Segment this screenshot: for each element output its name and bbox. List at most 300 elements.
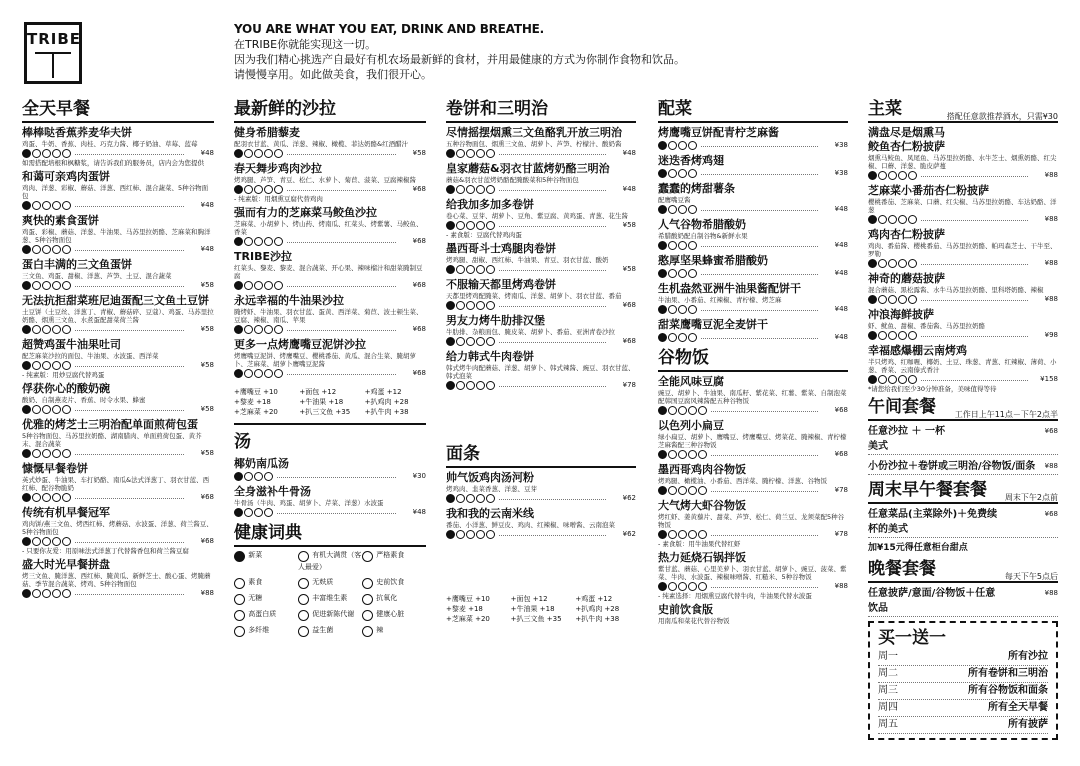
item-name: 给我加多加多卷饼 — [446, 198, 534, 211]
diet-icon — [52, 589, 61, 598]
diet-icon — [658, 486, 667, 495]
logo-text: TRIBE — [27, 30, 82, 48]
diet-icon — [898, 259, 907, 268]
item-desc: 芝麻菜、小胡萝卜、烤山药、烤南瓜、红菜头、烤紫薯、马鲛鱼、香菜 — [234, 220, 423, 236]
item-price: ¥38 — [834, 169, 848, 177]
diet-icon — [658, 450, 667, 459]
intro-line-3: 请慢慢享用。如此做美食，我们很开心。 — [234, 68, 432, 81]
item-price: ¥48 — [834, 205, 848, 213]
dinner-note: 每天下午5点后 — [1004, 572, 1058, 581]
item-footer — [234, 368, 426, 379]
diet-icon — [234, 508, 243, 517]
diet-icon — [456, 265, 465, 274]
diet-icon — [466, 494, 475, 503]
diet-icon — [678, 582, 687, 591]
item-footer — [658, 204, 848, 215]
soup-list — [234, 457, 426, 518]
diet-icon — [878, 295, 887, 304]
combo-line — [868, 424, 1058, 455]
item-note: *请您给我们至少30分钟准备，美味值得等待 — [868, 385, 997, 393]
diet-icons — [22, 492, 74, 502]
menu-item — [22, 170, 214, 211]
item-footer — [446, 493, 636, 504]
item-desc: 土豆饼（土豆丝、洋葱丁、青椒、蘑菇碎、豆蔻）、鸡蛋、马苏里拉奶酪、烟熏三文鱼、水煮蛋配甜菜荷兰酱 — [22, 308, 214, 324]
diet-icon — [476, 337, 485, 346]
diet-icon — [668, 241, 677, 250]
diet-icon — [476, 185, 485, 194]
diet-icon — [446, 221, 455, 230]
item-desc: 腌烤虾、牛油果、羽衣甘蓝、蛋黄、西洋菜、菊苣、波士顿生菜、豆腐、辣椒、南瓜、苹果 — [234, 308, 423, 324]
item-note: - 纯素选择：用烟熏豆腐代替牛肉，牛油果代替水波蛋 — [658, 592, 812, 600]
item-price: ¥68 — [834, 450, 848, 458]
item-price: ¥68 — [622, 301, 636, 309]
logo-stem — [52, 52, 54, 78]
diet-icon — [476, 381, 485, 390]
legend-entry — [234, 593, 298, 605]
item-name: 慷慨早餐卷饼 — [22, 462, 88, 475]
diet-icon — [898, 331, 907, 340]
item-price: ¥58 — [412, 149, 426, 157]
brunch-rows — [868, 507, 1058, 538]
diet-icon — [52, 149, 61, 158]
section-title: 配菜 — [658, 98, 848, 123]
diet-icon — [254, 325, 263, 334]
item-price: ¥88 — [834, 582, 848, 590]
item-footer — [22, 200, 214, 211]
diet-icon — [658, 241, 667, 250]
menu-item — [234, 338, 426, 379]
menu-item — [22, 338, 214, 379]
addon-option: +黎麦 +18 — [446, 605, 483, 613]
addon-option: +芝麻菜 +20 — [234, 408, 278, 416]
item-footer — [22, 324, 214, 335]
menu-item — [22, 558, 214, 599]
item-name: 无法抗拒甜菜班尼迪蛋配三文鱼土豆饼 — [22, 294, 209, 307]
diet-icon — [868, 375, 877, 384]
diet-icon — [274, 369, 283, 378]
item-price: ¥88 — [200, 589, 214, 597]
diet-icon — [678, 241, 687, 250]
menu-item — [22, 258, 214, 291]
item-price: ¥158 — [1040, 375, 1058, 383]
legend-entry — [298, 550, 362, 573]
item-footer — [446, 300, 636, 311]
diet-icons — [446, 300, 498, 310]
diet-icon — [42, 325, 51, 334]
diet-icon — [486, 530, 495, 539]
addon-option: +牛油果 +18 — [299, 398, 344, 406]
legend-entry — [362, 577, 426, 589]
menu-item — [868, 126, 1058, 181]
item-footer — [658, 405, 848, 416]
item-desc: 鸡蛋、彩椒、蘑菇、洋葱、牛油果、马苏里拉奶酪、芝麻菜和胸洋葱、5种谷物面包 — [22, 228, 211, 244]
diet-icon — [244, 369, 253, 378]
item-footer — [22, 244, 214, 255]
bogo-deal: 所有谷物饭和面条 — [968, 685, 1048, 696]
diet-icon — [22, 537, 31, 546]
diet-icon — [658, 205, 667, 214]
item-price: ¥58 — [622, 265, 636, 273]
diet-icon — [466, 530, 475, 539]
item-price: ¥48 — [834, 241, 848, 249]
diet-icon — [668, 406, 677, 415]
legend-icon — [362, 626, 373, 637]
combo-price: ¥88 — [1044, 589, 1058, 597]
menu-item — [234, 250, 426, 291]
combo-row — [868, 424, 1058, 455]
item-footer — [22, 280, 214, 291]
diet-icon — [698, 406, 707, 415]
diet-icons — [658, 332, 700, 342]
diet-icon — [22, 361, 31, 370]
diet-icon — [244, 508, 253, 517]
item-name: 更多一点烤鹰嘴豆泥饼沙拉 — [234, 338, 366, 351]
diet-icon — [32, 449, 41, 458]
item-name: 烤鹰嘴豆饼配青柠芝麻酱 — [658, 126, 779, 139]
menu-item — [658, 375, 848, 416]
legend-icon — [234, 551, 245, 562]
diet-icons — [446, 220, 498, 230]
diet-icon — [42, 589, 51, 598]
section-title — [868, 98, 1058, 123]
item-name: 盛大时光早餐拼盘 — [22, 558, 110, 571]
brunch-note: 周末下午2点前 — [1004, 493, 1058, 502]
menu-item — [658, 499, 848, 548]
item-footer — [658, 485, 848, 496]
item-name: 蛋白丰满的三文鱼蛋饼 — [22, 258, 132, 271]
legend-label: 健康心脏 — [376, 610, 405, 618]
item-name: 优雅的烤芝士三明治配单面煎荷包蛋 — [22, 418, 198, 431]
diet-icon — [668, 205, 677, 214]
diet-icons — [868, 214, 920, 224]
item-price: ¥88 — [1044, 295, 1058, 303]
item-footer — [658, 304, 848, 315]
lunch-rows — [868, 424, 1058, 475]
diet-icon — [446, 494, 455, 503]
diet-icon — [658, 141, 667, 150]
legend-entry — [298, 625, 362, 637]
item-footer — [868, 258, 1058, 269]
diet-icon — [234, 237, 243, 246]
addon-option: +鸡蛋 +12 — [575, 595, 613, 603]
addon-option: +扒牛肉 +38 — [364, 408, 409, 416]
item-price: ¥48 — [200, 245, 214, 253]
diet-icon — [688, 169, 697, 178]
diet-icon — [62, 245, 71, 254]
item-desc: 鸡蛋、牛奶、香蕉、肉桂、巧克力酱、椰子奶油、草莓、蓝莓 — [22, 140, 198, 148]
bogo-row — [878, 717, 1048, 734]
item-price: ¥68 — [412, 369, 426, 377]
diet-icons — [868, 330, 920, 340]
diet-icons — [22, 280, 74, 290]
item-price: ¥58 — [200, 361, 214, 369]
diet-icon — [32, 325, 41, 334]
item-desc: 牛骨汤（牛肉、鸡蛋、胡萝卜、芹菜、洋葱）水波蛋 — [234, 499, 384, 507]
diet-icon — [446, 381, 455, 390]
item-desc: 卷心菜、豆芽、胡萝卜、豆角、紫豆腐、黄鸡蛋、青葱、花生酱 — [446, 212, 628, 220]
item-desc: 豌豆、胡萝卜、牛油果、南瓜籽、紫花菜、红薯、紫菜、自制泡菜配韩国豆腐风辣酱配五种谷物饭 — [658, 389, 847, 405]
legend-entry — [234, 577, 298, 589]
item-footer — [234, 507, 426, 518]
item-name: 春天舞步鸡肉沙拉 — [234, 162, 322, 175]
item-name: 全能风味豆腐 — [658, 375, 724, 388]
diet-icon — [234, 369, 243, 378]
breakfast-list — [22, 126, 214, 599]
diet-icon — [244, 472, 253, 481]
item-desc: 希腊酸奶配自制谷物&新鲜水果 — [658, 232, 748, 240]
diet-icon — [42, 201, 51, 210]
item-price: ¥48 — [200, 201, 214, 209]
item-desc: 韩式烤牛肉配蘑菇、洋葱、胡萝卜、韩式辣酱、豌豆、羽衣甘蓝、韩式泡菜 — [446, 364, 635, 380]
addon-option: +扒鸡肉 +28 — [575, 605, 620, 613]
diet-icons — [658, 168, 700, 178]
bogo-row — [878, 649, 1048, 666]
lunch-title — [868, 396, 1058, 421]
diet-icon — [908, 215, 917, 224]
item-desc: 鸡肉、洋葱、彩椒、蘑菇、洋葱、西红柿、混合蔬菜、5种谷物面包 — [22, 184, 209, 200]
diet-icon — [32, 201, 41, 210]
item-price: ¥68 — [412, 185, 426, 193]
combo-label: 小份沙拉＋卷饼或三明治/谷物饭/面条 — [868, 461, 1036, 472]
item-name: 冲浪海鲜披萨 — [868, 308, 934, 321]
diet-icon — [908, 171, 917, 180]
menu-item — [446, 471, 636, 504]
column-mains — [868, 98, 1058, 758]
diet-icon — [52, 449, 61, 458]
diet-icons — [234, 324, 286, 334]
diet-icon — [274, 325, 283, 334]
diet-icon — [698, 530, 707, 539]
item-name: 传统有机早餐冠军 — [22, 506, 110, 519]
diet-icons — [22, 448, 74, 458]
legend-icon — [362, 551, 373, 562]
menu-item — [446, 314, 636, 347]
diet-icon — [678, 305, 687, 314]
diet-icon — [868, 215, 877, 224]
item-note: - 素食版：豆腐代替鸡肉蛋 — [446, 231, 522, 239]
bogo-day: 周五 — [878, 719, 898, 730]
diet-icon — [244, 185, 253, 194]
diet-icon — [688, 269, 697, 278]
item-name: 满盘尽是烟熏马鲛鱼杏仁粉披萨 — [868, 126, 945, 153]
diet-icon — [878, 215, 887, 224]
item-name: 墨西哥鸡肉谷物饭 — [658, 463, 746, 476]
diet-icon — [466, 381, 475, 390]
column-salads — [234, 98, 426, 758]
item-price: ¥48 — [834, 333, 848, 341]
diet-icon — [668, 141, 677, 150]
item-footer — [658, 332, 848, 343]
section-title: 面条 — [446, 443, 636, 468]
diet-icon — [32, 281, 41, 290]
menu-item — [446, 242, 636, 275]
diet-icon — [52, 201, 61, 210]
diet-icon — [678, 530, 687, 539]
diet-icon — [264, 237, 273, 246]
item-desc: 牛肋排、杂粮面包、腌皮菜、胡萝卜、番茄、亚洲青卷沙拉 — [446, 328, 615, 336]
diet-icons — [446, 184, 498, 194]
legend-icon — [298, 594, 309, 605]
diet-icons — [234, 236, 286, 246]
legend-icon — [298, 626, 309, 637]
diet-icon — [658, 333, 667, 342]
diet-icons — [658, 304, 700, 314]
item-price: ¥48 — [200, 149, 214, 157]
diet-icon — [62, 149, 71, 158]
bogo-deal: 所有全天早餐 — [988, 702, 1048, 713]
diet-icon — [688, 333, 697, 342]
diet-icon — [476, 265, 485, 274]
tribe-logo — [24, 22, 82, 84]
diet-icon — [456, 337, 465, 346]
item-price: ¥78 — [834, 530, 848, 538]
bogo-day: 周三 — [878, 685, 898, 696]
menu-item — [658, 463, 848, 496]
item-desc: 用南瓜和菜花代替谷物饭 — [658, 617, 730, 625]
diet-icon — [878, 259, 887, 268]
section-title: 卷饼和三明治 — [446, 98, 636, 123]
bogo-deal: 所有披萨 — [1008, 719, 1048, 730]
diet-icon — [698, 582, 707, 591]
diet-icon — [52, 537, 61, 546]
diet-icon — [52, 405, 61, 414]
menu-item — [22, 214, 214, 255]
diet-icon — [22, 493, 31, 502]
bogo-title: 买一送一 — [878, 628, 946, 648]
bogo-day: 周二 — [878, 668, 898, 679]
item-price: ¥78 — [834, 486, 848, 494]
item-footer — [446, 220, 636, 231]
item-footer — [234, 236, 426, 247]
diet-icon — [888, 375, 897, 384]
diet-icons — [658, 581, 710, 591]
item-desc: 虾、鱿鱼、甜椒、番茄酱、马苏里拉奶酪 — [868, 322, 985, 330]
diet-icons — [658, 405, 710, 415]
item-footer — [868, 330, 1058, 341]
item-price: ¥48 — [834, 305, 848, 313]
item-footer — [868, 294, 1058, 305]
diet-icon — [22, 589, 31, 598]
diet-icons — [234, 507, 276, 517]
diet-icon — [658, 406, 667, 415]
diet-icon — [244, 325, 253, 334]
diet-icon — [234, 472, 243, 481]
item-footer — [234, 471, 426, 482]
diet-icon — [42, 361, 51, 370]
addon-option: +牛油果 +18 — [510, 605, 555, 613]
item-price: ¥78 — [622, 381, 636, 389]
section-title: 全天早餐 — [22, 98, 214, 123]
diet-icon — [658, 169, 667, 178]
diet-icon — [486, 494, 495, 503]
diet-icon — [908, 331, 917, 340]
diet-icon — [658, 305, 667, 314]
diet-icon — [486, 185, 495, 194]
diet-icon — [688, 530, 697, 539]
diet-icon — [688, 241, 697, 250]
diet-icon — [42, 405, 51, 414]
diet-icon — [62, 201, 71, 210]
item-desc: 五种谷物面包、烟熏三文鱼、胡萝卜、芦笋、柠檬汁、酸奶酱 — [446, 140, 622, 148]
side-list — [658, 126, 848, 343]
diet-icon — [456, 185, 465, 194]
menu-item — [22, 506, 214, 555]
diet-icon — [466, 185, 475, 194]
diet-icon — [42, 245, 51, 254]
diet-icon — [898, 295, 907, 304]
diet-icon — [32, 405, 41, 414]
diet-icon — [234, 149, 243, 158]
item-footer — [22, 536, 214, 547]
item-price: ¥68 — [200, 493, 214, 501]
diet-icon — [446, 301, 455, 310]
legend-entry — [362, 550, 426, 573]
diet-icon — [446, 185, 455, 194]
diet-icon — [254, 281, 263, 290]
menu-item — [22, 294, 214, 335]
item-footer — [22, 404, 214, 415]
diet-icon — [22, 245, 31, 254]
diet-icon — [62, 361, 71, 370]
menu-item — [446, 278, 636, 311]
bogo-box — [868, 621, 1058, 740]
diet-icon — [486, 221, 495, 230]
menu-item — [446, 198, 636, 239]
item-name: 椰奶南瓜汤 — [234, 457, 289, 470]
addon-option: +扒牛肉 +38 — [575, 615, 620, 623]
menu-item — [22, 462, 214, 503]
wrap-list — [446, 126, 636, 391]
item-name: 尽情摇摆烟熏三文鱼酪乳开放三明治 — [446, 126, 622, 139]
diet-icon — [888, 215, 897, 224]
combo-label: 任意菜品(主菜除外)＋免费续杯的美式 — [868, 509, 998, 535]
item-name: 超赞鸡蛋牛油果吐司 — [22, 338, 121, 351]
diet-icons — [658, 140, 700, 150]
menu-item — [658, 126, 848, 151]
menu-item — [868, 184, 1058, 225]
item-footer — [658, 449, 848, 460]
diet-icon — [898, 171, 907, 180]
item-desc: 蘑菇&羽衣甘蓝烤奶酪配腌酸菜和5种谷物面包 — [446, 176, 579, 184]
item-price: ¥48 — [622, 149, 636, 157]
menu-item — [868, 228, 1058, 269]
diet-icon — [62, 493, 71, 502]
addon-option: +鸡蛋 +12 — [364, 388, 402, 396]
legend-entry — [298, 609, 362, 621]
combo-row — [868, 507, 1058, 538]
combo-line — [868, 586, 1058, 617]
item-desc: 天都里烤鸡配腌菜、烤南瓜、洋葱、胡萝卜、羽衣甘蓝、番茄 — [446, 292, 622, 300]
legend-icon — [298, 578, 309, 589]
diet-icon — [264, 281, 273, 290]
diet-icon — [456, 149, 465, 158]
item-footer — [234, 148, 426, 159]
diet-icon — [678, 169, 687, 178]
item-name: TRIBE沙拉 — [234, 250, 292, 263]
item-footer — [868, 170, 1058, 181]
diet-icon — [62, 449, 71, 458]
item-name: 大气烤大虾谷物饭 — [658, 499, 746, 512]
menu-item — [658, 318, 848, 343]
diet-icon — [446, 265, 455, 274]
menu-item — [234, 162, 426, 203]
diet-icon — [668, 486, 677, 495]
legend-icon — [362, 594, 373, 605]
diet-icon — [22, 281, 31, 290]
diet-icon — [264, 369, 273, 378]
item-name: 以色列小扁豆 — [658, 419, 724, 432]
item-desc: 酸奶、自制燕麦片、香蕉、时令水果、蜂蜜 — [22, 396, 146, 404]
